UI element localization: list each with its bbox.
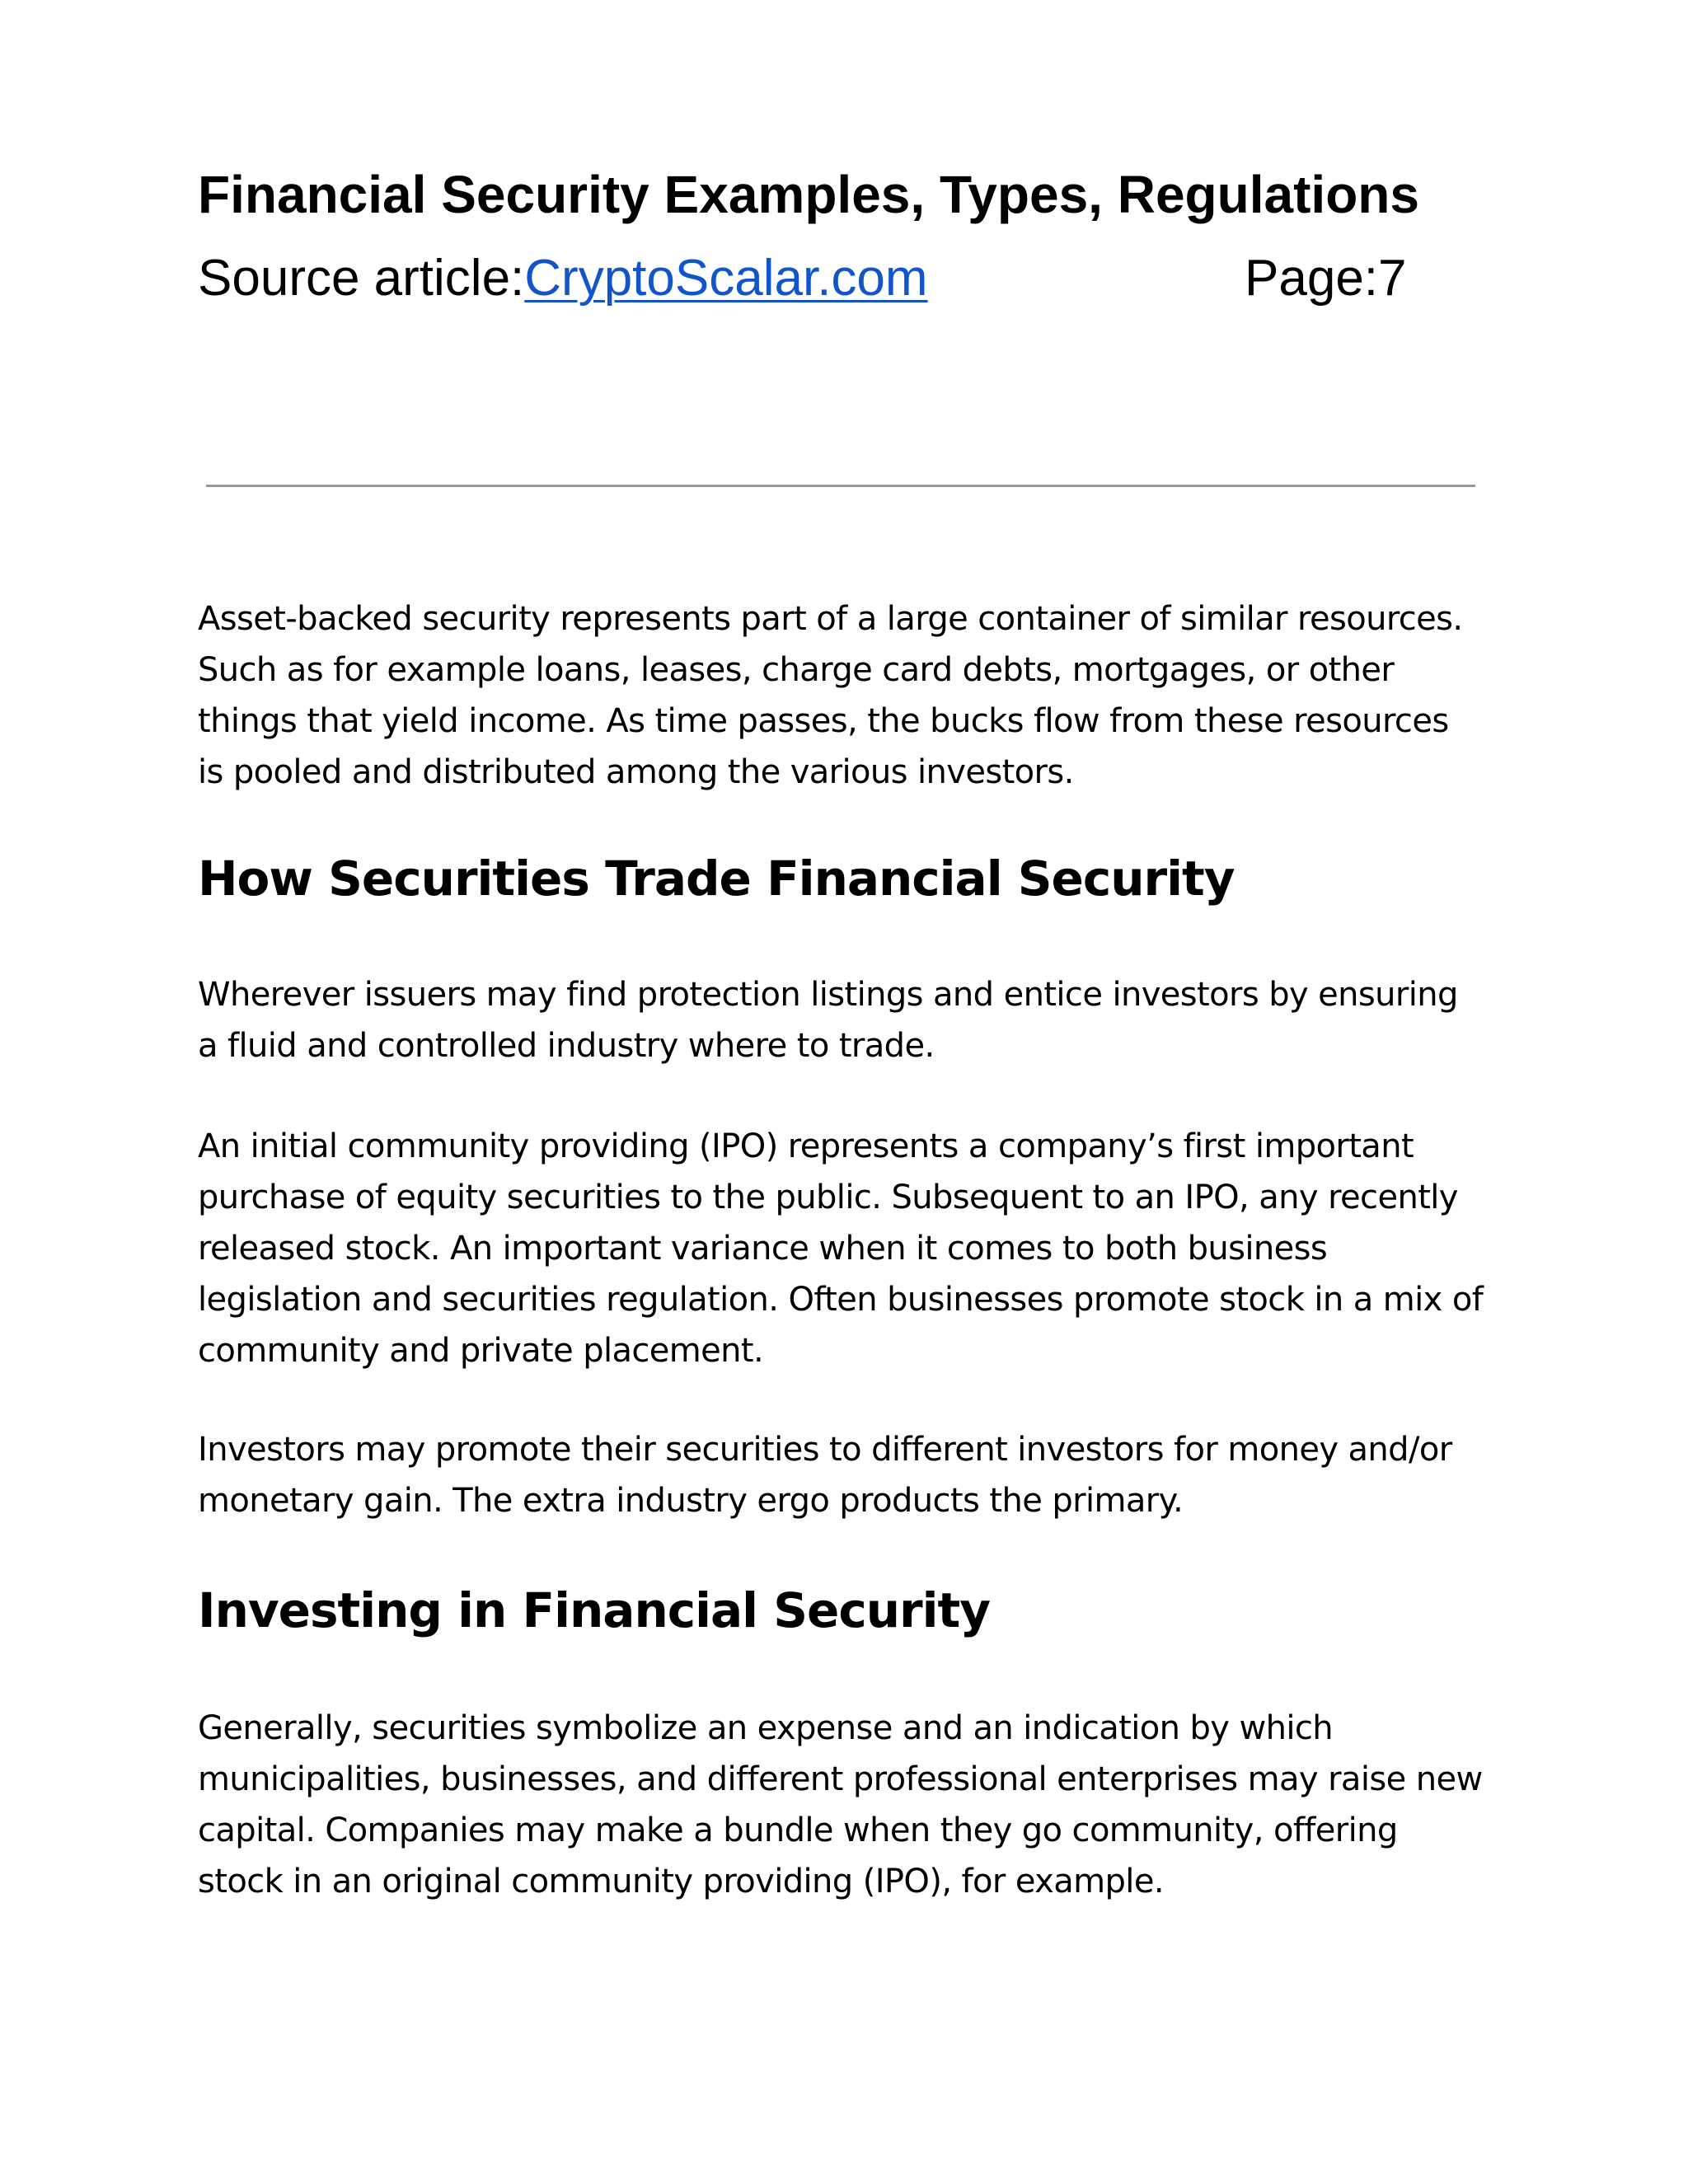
- heading-how-securities-trade: How Securities Trade Financial Security: [198, 851, 1235, 907]
- heading-investing: Investing in Financial Security: [198, 1582, 991, 1638]
- paragraph-asset-backed: Asset-backed security represents part of a large container of similar resources. Such as for example loans, leases, charge card debts, mortgages, or other things that yield income. As time passes, the bucks flow from these resources is pooled and distributed among the various investors.: [198, 600, 1463, 791]
- paragraph-ipo: An initial community providing (IPO) represents a company’s first important purchase of equity securities to the public. Subsequent to an IPO, any recently released stock. An important variance when it comes to both business legislation and securities regulation. Often businesses promote stock in a mix of community and private placement.: [198, 1127, 1484, 1370]
- source-label: Source article:: [198, 250, 525, 307]
- paragraph-investors: Investors may promote their securities to different investors for money and/or monetary gain. The extra industry ergo products the primary.: [198, 1431, 1452, 1520]
- header-divider: [206, 485, 1475, 487]
- page-title: Financial Security Examples, Types, Regulations: [198, 165, 1419, 224]
- paragraph-generally: Generally, securities symbolize an expense and an indication by which municipalities, businesses, and different professional enterprises may raise new capital. Companies may make a bundle when they go community, offering stock in an original community providing (IPO), for example.: [198, 1709, 1483, 1900]
- source-link[interactable]: CryptoScalar.com: [524, 250, 928, 307]
- page-number: Page:7: [1245, 250, 1407, 307]
- paragraph-issuers: Wherever issuers may find protection listings and entice investors by ensuring a fluid and controlled industry where to trade.: [198, 976, 1458, 1065]
